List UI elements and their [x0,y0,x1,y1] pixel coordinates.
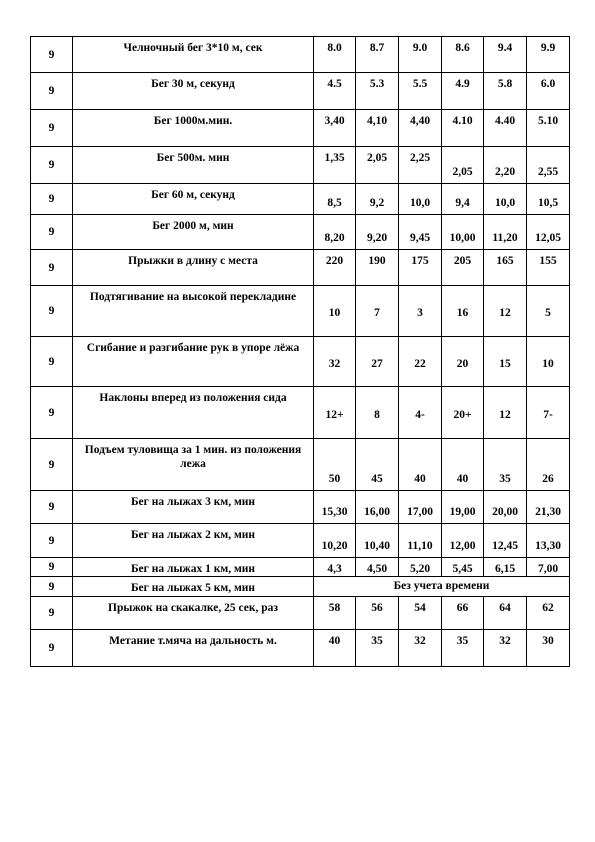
table-row [31,286,570,337]
standards-table [30,36,570,667]
value-cell: 32 [484,630,527,667]
table-row [31,337,570,387]
value-cell: 10,0 [484,184,527,215]
grade-cell: 9 [31,387,73,439]
value-cell: 4.10 [442,110,484,147]
value-cell: 175 [399,250,442,286]
value-cell: 10,40 [356,524,399,558]
value-cell: 4- [399,387,442,439]
value-cell: 35 [442,630,484,667]
value-cell: 56 [356,597,399,630]
value-cell: 12 [484,387,527,439]
value-cell: 2,05 [442,147,484,184]
grade-cell: 9 [31,73,73,110]
table-row [31,597,570,630]
value-cell: 9.4 [484,37,527,73]
value-cell: 7- [527,387,570,439]
value-cell: 155 [527,250,570,286]
value-cell: 12+ [314,387,356,439]
exercise-name-cell: Челночный бег 3*10 м, сек [73,37,314,73]
grade-cell: 9 [31,577,73,597]
grade-cell: 9 [31,491,73,524]
table-row [31,147,570,184]
table-row [31,558,570,577]
value-cell: 12,00 [442,524,484,558]
value-cell: 21,30 [527,491,570,524]
value-cell: 50 [314,439,356,491]
value-cell: 58 [314,597,356,630]
exercise-name-cell: Подтягивание на высокой перекладине [73,286,314,337]
value-cell: 9.0 [399,37,442,73]
table-row [31,524,570,558]
value-cell: 4,40 [399,110,442,147]
grade-cell: 9 [31,250,73,286]
grade-cell: 9 [31,110,73,147]
exercise-name-cell: Наклоны вперед из положения сида [73,387,314,439]
value-cell: 16,00 [356,491,399,524]
value-cell: 26 [527,439,570,491]
value-cell: 1,35 [314,147,356,184]
value-cell: 2,25 [399,147,442,184]
exercise-name-cell: Прыжки в длину с места [73,250,314,286]
value-cell: 40 [442,439,484,491]
exercise-name-cell: Бег на лыжах 5 км, мин [73,577,314,597]
table-row [31,37,570,73]
grade-cell: 9 [31,286,73,337]
table-row [31,215,570,250]
exercise-name-cell: Бег 1000м.мин. [73,110,314,147]
value-cell: 5,20 [399,558,442,577]
exercise-name-cell: Бег на лыжах 3 км, мин [73,491,314,524]
exercise-name-cell: Бег на лыжах 1 км, мин [73,558,314,577]
value-cell: 5,45 [442,558,484,577]
value-cell: 5.10 [527,110,570,147]
value-cell: 4,50 [356,558,399,577]
table-row [31,491,570,524]
value-cell: 27 [356,337,399,387]
value-cell: 3,40 [314,110,356,147]
table-row [31,110,570,147]
grade-cell: 9 [31,439,73,491]
grade-cell: 9 [31,558,73,577]
value-cell: 10 [527,337,570,387]
value-cell: 5.5 [399,73,442,110]
value-cell: 8.0 [314,37,356,73]
value-cell: 2,55 [527,147,570,184]
value-cell: 205 [442,250,484,286]
value-cell: 64 [484,597,527,630]
value-cell: 9,4 [442,184,484,215]
exercise-name-cell: Бег 30 м, секунд [73,73,314,110]
value-cell: 5.8 [484,73,527,110]
exercise-name-cell: Подъем туловища за 1 мин. из положения лежа [73,439,314,491]
value-cell: 30 [527,630,570,667]
value-cell: 16 [442,286,484,337]
value-cell: 11,10 [399,524,442,558]
value-cell: 9,2 [356,184,399,215]
value-cell: 10,5 [527,184,570,215]
value-cell: 4,10 [356,110,399,147]
value-cell: 5 [527,286,570,337]
value-cell: 9,20 [356,215,399,250]
value-cell: 10,0 [399,184,442,215]
standards-table-body [31,37,570,667]
table-row [31,387,570,439]
value-cell: 11,20 [484,215,527,250]
value-cell: 10,00 [442,215,484,250]
grade-cell: 9 [31,215,73,250]
value-cell: 13,30 [527,524,570,558]
value-cell: 54 [399,597,442,630]
value-cell: 19,00 [442,491,484,524]
value-cell: 4.40 [484,110,527,147]
value-cell: 12,45 [484,524,527,558]
value-cell: 2,20 [484,147,527,184]
value-cell: 8 [356,387,399,439]
value-cell: 220 [314,250,356,286]
grade-cell: 9 [31,524,73,558]
value-cell: 20+ [442,387,484,439]
exercise-name-cell: Сгибание и разгибание рук в упоре лёжа [73,337,314,387]
exercise-name-cell: Бег 60 м, секунд [73,184,314,215]
table-row [31,250,570,286]
table-row [31,73,570,110]
value-cell: 9.9 [527,37,570,73]
exercise-name-cell: Бег 500м. мин [73,147,314,184]
value-cell: 6.0 [527,73,570,110]
value-cell: 62 [527,597,570,630]
value-cell: 4,3 [314,558,356,577]
value-cell: 10,20 [314,524,356,558]
value-cell: 165 [484,250,527,286]
merged-value-cell: Без учета времени [314,577,570,597]
value-cell: 20 [442,337,484,387]
value-cell: 32 [314,337,356,387]
value-cell: 22 [399,337,442,387]
value-cell: 12,05 [527,215,570,250]
value-cell: 8,5 [314,184,356,215]
table-row [31,577,570,597]
value-cell: 8.7 [356,37,399,73]
value-cell: 45 [356,439,399,491]
value-cell: 2,05 [356,147,399,184]
value-cell: 32 [399,630,442,667]
value-cell: 4.5 [314,73,356,110]
grade-cell: 9 [31,184,73,215]
value-cell: 8.6 [442,37,484,73]
exercise-name-cell: Метание т.мяча на дальность м. [73,630,314,667]
exercise-name-cell: Бег 2000 м, мин [73,215,314,250]
exercise-name-cell: Прыжок на скакалке, 25 сек, раз [73,597,314,630]
value-cell: 35 [484,439,527,491]
value-cell: 7 [356,286,399,337]
table-row [31,184,570,215]
value-cell: 3 [399,286,442,337]
value-cell: 7,00 [527,558,570,577]
table-row [31,439,570,491]
exercise-name-cell: Бег на лыжах 2 км, мин [73,524,314,558]
value-cell: 8,20 [314,215,356,250]
value-cell: 17,00 [399,491,442,524]
value-cell: 10 [314,286,356,337]
table-row [31,630,570,667]
grade-cell: 9 [31,630,73,667]
grade-cell: 9 [31,37,73,73]
value-cell: 66 [442,597,484,630]
value-cell: 15 [484,337,527,387]
grade-cell: 9 [31,597,73,630]
value-cell: 190 [356,250,399,286]
grade-cell: 9 [31,147,73,184]
value-cell: 40 [314,630,356,667]
value-cell: 9,45 [399,215,442,250]
value-cell: 4.9 [442,73,484,110]
value-cell: 5.3 [356,73,399,110]
grade-cell: 9 [31,337,73,387]
value-cell: 12 [484,286,527,337]
value-cell: 35 [356,630,399,667]
value-cell: 15,30 [314,491,356,524]
value-cell: 20,00 [484,491,527,524]
value-cell: 6,15 [484,558,527,577]
value-cell: 40 [399,439,442,491]
